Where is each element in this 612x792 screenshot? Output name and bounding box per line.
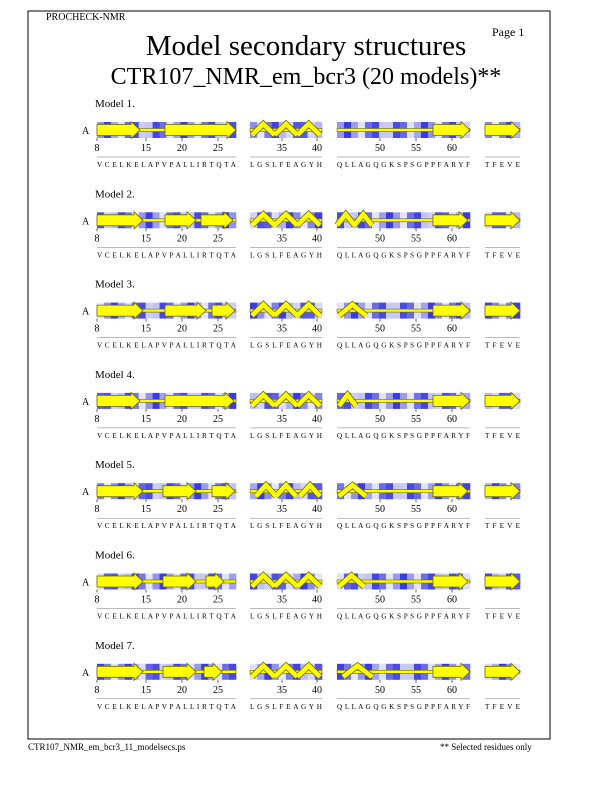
model-label: Model 2. bbox=[95, 188, 135, 201]
sequence-text: L G S L F E A G Y H bbox=[250, 431, 322, 440]
residue-number: 25 bbox=[213, 323, 223, 335]
sequence-text: Q L L A G Q G K S P S G P P F A R Y F bbox=[337, 522, 470, 531]
residue-number: 50 bbox=[375, 413, 385, 425]
residue-number: 60 bbox=[447, 143, 457, 154]
sequence-text: Q L L A G Q G K S P S G P P F A R Y F bbox=[337, 161, 470, 169]
residue-number: 25 bbox=[213, 504, 223, 516]
sequence-text: T F E V E bbox=[485, 431, 520, 440]
residue-number: 20 bbox=[177, 413, 187, 425]
residue-number: 8 bbox=[94, 504, 100, 516]
residue-number: 50 bbox=[375, 594, 385, 606]
residue-number: 60 bbox=[447, 684, 457, 696]
residue-number: 60 bbox=[447, 323, 457, 335]
sequence-text: L G S L F E A G Y H bbox=[250, 341, 322, 350]
residue-number: 8 bbox=[94, 323, 100, 335]
model-block bbox=[82, 640, 521, 711]
residue-number: 15 bbox=[141, 504, 151, 516]
residue-number: 35 bbox=[277, 594, 287, 606]
residue-number: 50 bbox=[375, 143, 385, 154]
residue-number: 40 bbox=[312, 684, 322, 696]
model-block bbox=[82, 188, 521, 259]
sequence-text: L G S L F E A G Y H bbox=[250, 251, 322, 260]
residue-number: 35 bbox=[277, 504, 287, 516]
residue-number: 55 bbox=[411, 594, 421, 606]
residue-number: 8 bbox=[94, 684, 100, 696]
chain-label: A bbox=[82, 577, 90, 589]
sequence-text: T F E V E bbox=[485, 251, 520, 260]
sequence-text: T F E V E bbox=[485, 522, 520, 531]
sequence-text: L G S L F E A G Y H bbox=[250, 161, 322, 169]
footer-note: ** Selected residues only bbox=[440, 742, 532, 752]
sequence-text: Q L L A G Q G K S P S G P P F A R Y F bbox=[337, 431, 470, 440]
residue-number: 20 bbox=[177, 323, 187, 335]
sequence-text: L G S L F E A G Y H bbox=[250, 702, 322, 711]
residue-number: 60 bbox=[447, 504, 457, 516]
model-label: Model 7. bbox=[95, 639, 135, 652]
residue-number: 55 bbox=[411, 684, 421, 696]
residue-number: 40 bbox=[312, 594, 322, 606]
sequence-text: Q L L A G Q G K S P S G P P F A R Y F bbox=[337, 612, 470, 621]
sequence-text: Q L L A G Q G K S P S G P P F A R Y F bbox=[337, 702, 470, 711]
chain-label: A bbox=[82, 667, 90, 679]
residue-number: 35 bbox=[277, 413, 287, 425]
model-label: Model 4. bbox=[95, 368, 135, 381]
model-label: Model 5. bbox=[95, 459, 135, 472]
model-block bbox=[82, 369, 521, 440]
residue-number: 15 bbox=[141, 413, 151, 425]
residue-number: 55 bbox=[411, 323, 421, 335]
sequence-text: Q L L A G Q G K S P S G P P F A R Y F bbox=[337, 251, 470, 260]
models-layer bbox=[82, 98, 521, 711]
model-label: Model 1. bbox=[95, 98, 135, 110]
residue-number: 40 bbox=[312, 233, 322, 245]
sequence-text: V C E L K E L A P V P A L L I R T Q T A bbox=[97, 522, 236, 531]
residue-number: 55 bbox=[411, 504, 421, 516]
sequence-text: V C E L K E L A P V P A L L I R T Q T A bbox=[97, 702, 236, 711]
page-number: Page 1 bbox=[492, 25, 525, 39]
residue-number: 60 bbox=[447, 594, 457, 606]
residue-number: 20 bbox=[177, 233, 187, 245]
residue-number: 55 bbox=[411, 143, 421, 154]
residue-number: 40 bbox=[312, 413, 322, 425]
page-title: Model secondary structures bbox=[145, 30, 467, 62]
sequence-text: T F E V E bbox=[485, 612, 520, 621]
page-subtitle: CTR107_NMR_em_bcr3 (20 models)** bbox=[110, 64, 502, 90]
chain-label: A bbox=[82, 126, 90, 137]
residue-number: 8 bbox=[94, 594, 100, 606]
chain-label: A bbox=[82, 216, 90, 228]
sequence-text: L G S L F E A G Y H bbox=[250, 612, 322, 621]
model-block bbox=[82, 550, 521, 621]
residue-number: 20 bbox=[177, 594, 187, 606]
sequence-text: T F E V E bbox=[485, 702, 520, 711]
sequence-text: V C E L K E L A P V P A L L I R T Q T A bbox=[97, 161, 236, 169]
residue-number: 8 bbox=[94, 143, 100, 154]
residue-number: 15 bbox=[141, 233, 151, 245]
residue-number: 50 bbox=[375, 323, 385, 335]
residue-number: 8 bbox=[94, 413, 100, 425]
chain-label: A bbox=[82, 306, 90, 318]
footer-filename: CTR107_NMR_em_bcr3_11_modelsecs.ps bbox=[28, 742, 186, 752]
residue-number: 15 bbox=[141, 684, 151, 696]
residue-number: 15 bbox=[141, 143, 151, 154]
model-label: Model 6. bbox=[95, 549, 135, 562]
residue-number: 20 bbox=[177, 143, 187, 154]
sequence-text: T F E V E bbox=[485, 341, 520, 350]
residue-number: 35 bbox=[277, 684, 287, 696]
chain-label: A bbox=[82, 487, 90, 499]
residue-number: 25 bbox=[213, 413, 223, 425]
sequence-text: V C E L K E L A P V P A L L I R T Q T A bbox=[97, 612, 236, 621]
residue-number: 15 bbox=[141, 594, 151, 606]
sequence-text: V C E L K E L A P V P A L L I R T Q T A bbox=[97, 251, 236, 260]
residue-number: 25 bbox=[213, 594, 223, 606]
sequence-text: V C E L K E L A P V P A L L I R T Q T A bbox=[97, 431, 236, 440]
residue-number: 55 bbox=[411, 233, 421, 245]
residue-number: 55 bbox=[411, 413, 421, 425]
residue-number: 40 bbox=[312, 504, 322, 516]
residue-number: 25 bbox=[213, 143, 223, 154]
residue-number: 60 bbox=[447, 413, 457, 425]
sequence-text: V C E L K E L A P V P A L L I R T Q T A bbox=[97, 341, 236, 350]
sequence-text: L G S L F E A G Y H bbox=[250, 522, 322, 531]
sequence-text: Q L L A G Q G K S P S G P P F A R Y F bbox=[337, 341, 470, 350]
model-block bbox=[82, 459, 521, 530]
model-block bbox=[82, 98, 521, 169]
residue-number: 35 bbox=[277, 323, 287, 335]
residue-number: 25 bbox=[213, 233, 223, 245]
model-label: Model 3. bbox=[95, 278, 135, 291]
residue-number: 35 bbox=[277, 143, 287, 154]
residue-number: 50 bbox=[375, 233, 385, 245]
residue-number: 35 bbox=[277, 233, 287, 245]
residue-number: 50 bbox=[375, 684, 385, 696]
residue-number: 20 bbox=[177, 684, 187, 696]
residue-number: 40 bbox=[312, 323, 322, 335]
program-name: PROCHECK-NMR bbox=[46, 12, 126, 23]
residue-number: 25 bbox=[213, 684, 223, 696]
residue-number: 40 bbox=[312, 143, 322, 154]
sequence-text: T F E V E bbox=[485, 161, 520, 169]
residue-number: 50 bbox=[375, 504, 385, 516]
residue-number: 60 bbox=[447, 233, 457, 245]
chain-label: A bbox=[82, 396, 90, 408]
residue-number: 20 bbox=[177, 504, 187, 516]
model-block bbox=[82, 279, 521, 350]
residue-number: 15 bbox=[141, 323, 151, 335]
residue-number: 8 bbox=[94, 233, 100, 245]
